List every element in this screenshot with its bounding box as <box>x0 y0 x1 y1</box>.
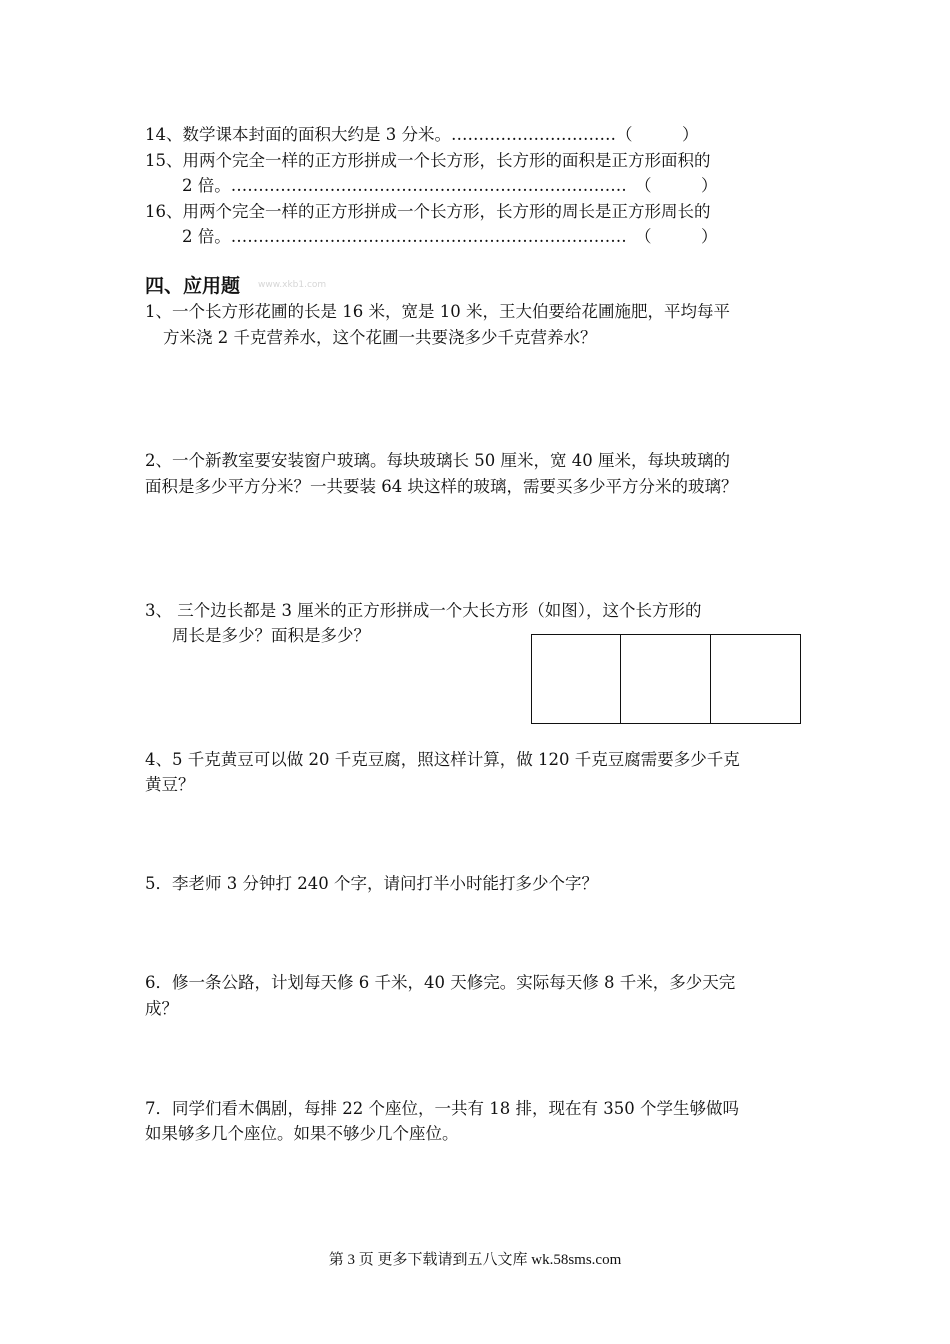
question-15-line2: 2 倍。……………………………………………………………… （ ） <box>182 176 718 195</box>
square-1 <box>531 634 621 724</box>
question-15-line1: 15、用两个完全一样的正方形拼成一个长方形，长方形的面积是正方形面积的 <box>145 151 711 170</box>
problem-7-line2: 如果够多几个座位。如果不够少几个座位。 <box>145 1124 459 1143</box>
problem-3-line1: 3、 三个边长都是 3 厘米的正方形拼成一个大长方形（如图），这个长方形的 <box>145 601 702 620</box>
question-14: 14、数学课本封面的面积大约是 3 分米。…………………………（ ） <box>145 125 699 144</box>
problem-2-line1: 2、一个新教室要安装窗户玻璃。每块玻璃长 50 厘米，宽 40 厘米，每块玻璃的 <box>145 451 730 470</box>
problem-3-line2: 周长是多少？面积是多少？ <box>172 626 370 645</box>
question-16-line2: 2 倍。……………………………………………………………… （ ） <box>182 227 718 246</box>
square-2 <box>621 634 711 724</box>
page-footer: 第 3 页 更多下载请到五八文库 wk.58sms.com <box>328 1252 622 1268</box>
question-16-line1: 16、用两个完全一样的正方形拼成一个长方形，长方形的周长是正方形周长的 <box>145 202 711 221</box>
problem-4-line1: 4、5 千克黄豆可以做 20 千克豆腐，照这样计算，做 120 千克豆腐需要多少千克 <box>145 750 740 769</box>
problem-2-line2: 面积是多少平方分米？一共要装 64 块这样的玻璃，需要买多少平方分米的玻璃？ <box>145 477 738 496</box>
problem-1-line2: 方米浇 2 千克营养水，这个花圃一共要浇多少千克营养水？ <box>163 328 597 347</box>
three-squares-figure <box>531 634 801 724</box>
problem-7-line1: 7．同学们看木偶剧，每排 22 个座位，一共有 18 排，现在有 350 个学生够做吗 <box>145 1099 739 1118</box>
section-title: 四、应用题 <box>145 275 241 297</box>
problem-5: 5．李老师 3 分钟打 240 个字，请问打半小时能打多少个字？ <box>145 874 598 893</box>
problem-4-line2: 黄豆？ <box>145 775 195 794</box>
problem-6-line2: 成？ <box>145 999 178 1018</box>
problem-6-line1: 6．修一条公路，计划每天修 6 千米，40 天修完。实际每天修 8 千米，多少天完 <box>145 973 736 992</box>
problem-1-line1: 1、一个长方形花圃的长是 16 米，宽是 10 米，王大伯要给花圃施肥，平均每平 <box>145 302 730 321</box>
watermark: www.xkb1.com <box>258 280 327 290</box>
square-3 <box>711 634 801 724</box>
